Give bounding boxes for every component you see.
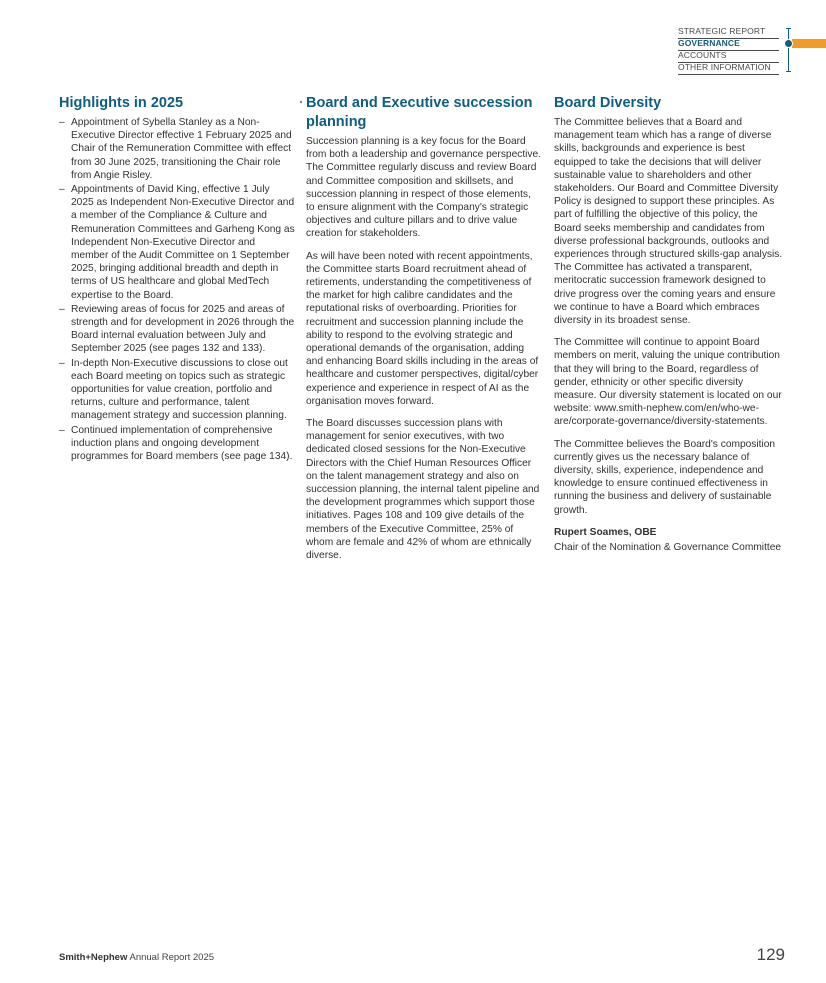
nav-tick-top [786,28,791,29]
column-marker-dot [300,101,302,103]
succession-column [306,94,542,571]
nav-item-strategic-report[interactable]: STRATEGIC REPORT [678,26,779,39]
signature-name: Rupert Soames, OBE [554,526,657,538]
list-item: – Continued implementation of comprehensive induction plans and ongoing development programmes for Board members (see page 134). [59,424,293,463]
footer-report-title: Annual Report 2025 [129,952,215,963]
nav-tick-bottom [786,71,791,72]
nav-item-other-information[interactable]: OTHER INFORMATION [678,62,779,75]
footer-brand: Smith+Nephew [59,952,128,963]
nav-item-accounts[interactable]: ACCOUNTS [678,50,779,63]
nav-item-governance[interactable]: GOVERNANCE [678,38,779,51]
footer [59,952,214,963]
succession-paragraph: The Board discusses succession plans with management for senior executives, with two dedicated closed sessions for the Non-Executive Directors with the Chief Human Resources Officer on the talent management strategy and also on succession planning, the internal talent pipeline and the development programmes which support those initiatives. Pages 108 and 109 give details of the members of the Executive Committee, 25% of whom are female and 42% of whom are ethnically diverse. [306,418,540,562]
nav-indicator-line [788,28,789,72]
nav-active-dot [784,39,793,48]
section-nav [678,26,826,76]
diversity-column [554,94,786,554]
highlights-list [59,116,295,463]
highlights-heading: Highlights in 2025 [59,95,184,111]
nav-active-bar [792,39,826,48]
list-item: – Appointment of Sybella Stanley as a Non-Executive Director effective 1 February 2025 and Chair of the Remuneration Committee with effect from 30 June 2025, transitioning the Chair role from Angie Risley. [59,117,292,181]
list-item: – Appointments of David King, effective 1 July 2025 as Independent Non-Executive Director and a member of the Compliance & Culture and Remuneration Committees and Garheng Kong as Independent Non-Executive Director and member of the Audit Committee on 1 September 2025, bringing additional breadth and depth in terms of US healthcare and global MedTech expertise to the Board. [59,184,295,301]
succession-heading: Board and Executive succession planning [306,95,533,130]
diversity-paragraph: The Committee believes the Board's composition currently gives us the necessary balance of diversity, skills, experience, independence and knowledge to ensure continued effectiveness in running the business and delivery of sustainable growth. [554,438,776,516]
succession-paragraph: Succession planning is a key focus for the Board from both a leadership and governance perspective. The Committee regularly discuss and review Board and Committee composition and skillsets, and succession planning in respect of those elements, to ensure alignment with the Company's strategic objectives and culture pillars and to drive value creation for stakeholders. [306,136,542,240]
diversity-paragraph: The Committee will continue to appoint Board members on merit, valuing the unique contribution that they will bring to the Board, regardless of gender, ethnicity or other specific diversity measure. Our diversity statement is located on our website: www.smith-nephew.com/en/who-we-are/corporate-governance/diversity-statements. [554,337,782,428]
list-item: – Reviewing areas of focus for 2025 and areas of strength and for development in 2026 through the Board internal evaluation between July and September 2025 (see pages 132 and 133). [59,303,295,355]
diversity-paragraph: The Committee believes that a Board and management team which has a range of diverse skills, backgrounds and experience is best equipped to take the decisions that will deliver sustainable value to shareholders and other stakeholders. Our Board and Committee Diversity Policy is designed to support these principles. As part of fulfilling the objective of this policy, the Board seeks membership and candidates from diverse professional backgrounds, outlooks and experiences through structured skills-gap analysis. The Committee has activated a transparent, meritocratic succession framework designed to drive progress over the coming years and ensure we continue to have a Board which embraces diversity in its broadest sense. [554,117,783,327]
page-number: 129 [756,945,785,964]
highlights-column [59,94,295,464]
list-item: – In-depth Non-Executive discussions to close out each Board meeting on topics such as strategic opportunities for value creation, portfolio and returns, culture and performance, talent management strategy and succession planning. [59,357,288,422]
succession-paragraph: As will have been noted with recent appointments, the Committee starts Board recruitment ahead of retirements, understanding the competitiveness of the market for high calibre candidates and the reputational risks of overboarding. Priorities for recruitment and succession planning include the ability to respond to the evolving strategic and operational demands of the organisation, adding and enhancing Board skills including in the areas of healthcare and customer perspectives, digital/cyber experience and experience in respect of AI as the organisation moves forward. [306,250,539,407]
diversity-heading: Board Diversity [554,95,662,111]
signature-role: Chair of the Nomination & Governance Committee [554,542,782,554]
